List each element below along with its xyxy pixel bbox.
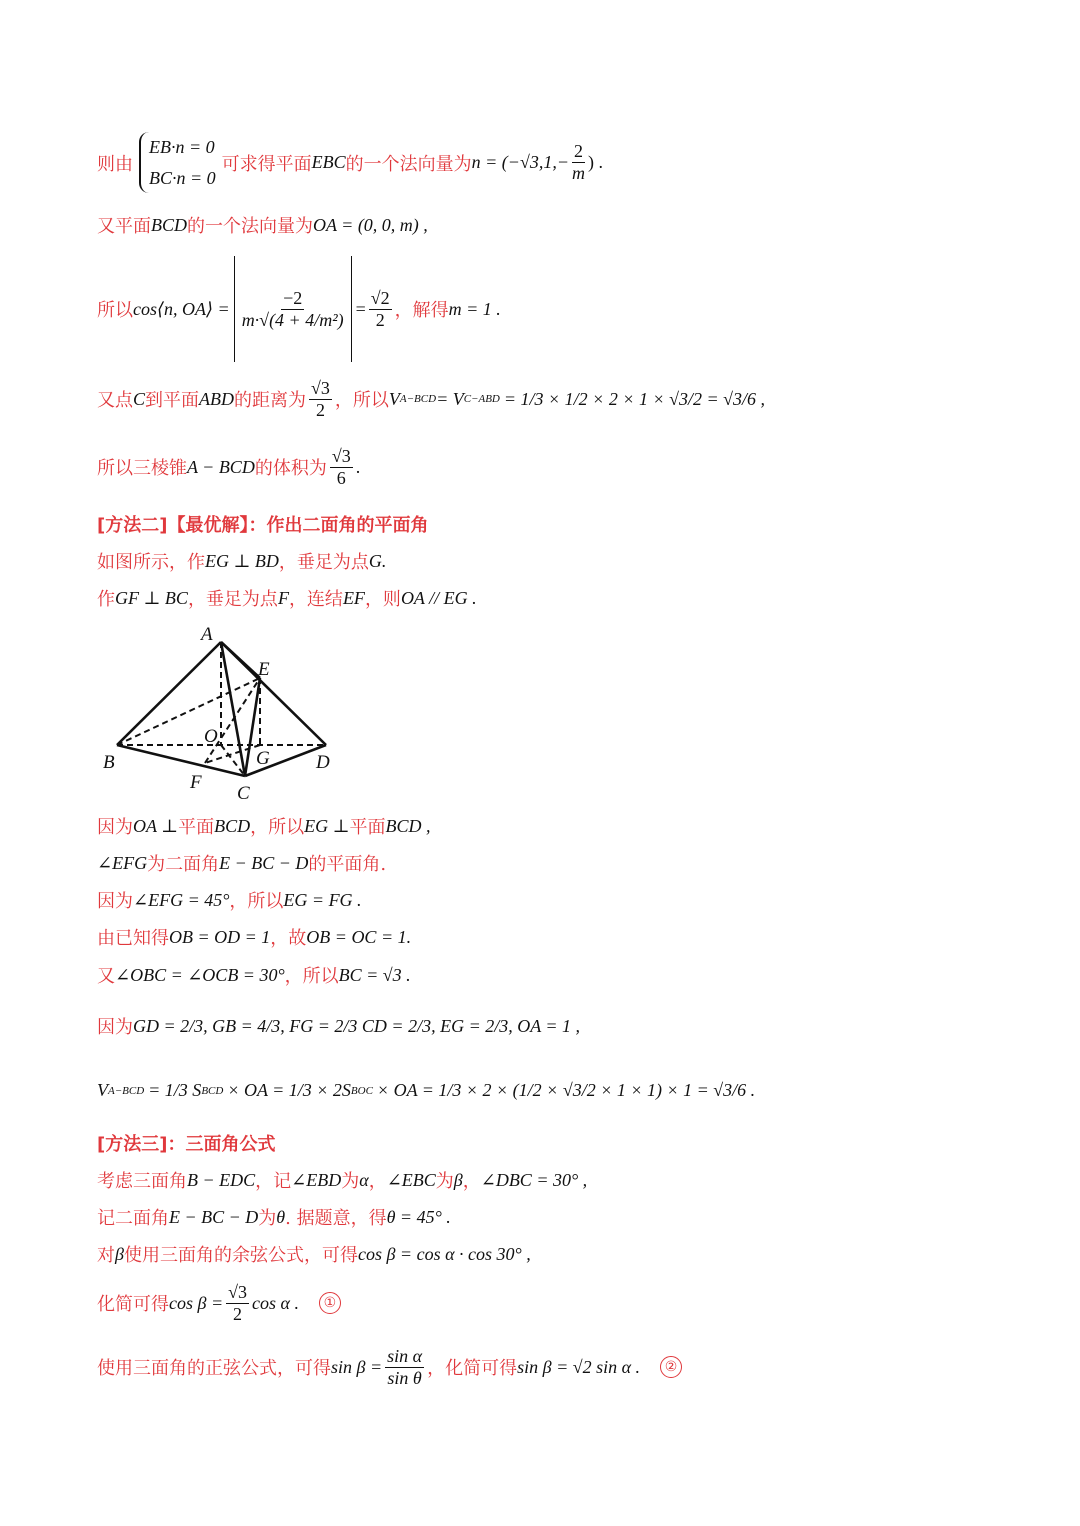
line-distance: [97, 378, 765, 420]
math: BCD ,: [385, 815, 431, 836]
math-sub: BCD: [201, 1084, 224, 1097]
line-oa-perp: [97, 813, 431, 839]
text: 为: [258, 1208, 277, 1229]
text: ，所以: [284, 966, 339, 987]
math-sub: C−ABD: [463, 393, 500, 406]
math: OA ⊥: [133, 815, 179, 836]
line-dihedral-theta: [97, 1204, 451, 1230]
frac-den: 2: [233, 1303, 243, 1324]
text: 为: [435, 1171, 454, 1192]
math: ∠EBD: [291, 1169, 342, 1190]
text: 使用三面角的正弦公式，可得: [97, 1358, 331, 1380]
text-zeyou: 则由: [97, 153, 133, 175]
math: G.: [368, 550, 387, 571]
line-lengths: [97, 1013, 580, 1039]
text: 所以: [97, 300, 133, 321]
math: OB = OD = 1: [169, 926, 271, 947]
text: ，化简可得: [427, 1358, 518, 1380]
text: 又平面: [97, 216, 151, 237]
frac-den: m: [571, 163, 585, 184]
label-e: E: [258, 659, 270, 680]
math-c: C: [133, 388, 146, 409]
math-eq: =: [355, 298, 366, 319]
math: E − BC − D: [219, 852, 309, 873]
frac-num: √3: [311, 378, 330, 398]
math: × OA = 1/3 × 2 × (1/2 × √3/2 × 1 × 1) × 1 = √3/6 .: [376, 1080, 756, 1100]
text: ，解得: [394, 300, 449, 321]
math-v: V: [388, 388, 400, 409]
heading-method-2: [方法二]【最优解】：作出二面角的平面角: [97, 515, 429, 536]
text: 的体积为: [254, 458, 327, 480]
label-c: C: [237, 783, 250, 804]
frac-num: √2: [370, 287, 390, 308]
math-sub: A−BCD: [399, 393, 437, 406]
math: cos α .: [252, 1292, 299, 1313]
line-gf-perp: [97, 585, 477, 611]
label-g: G: [256, 748, 270, 769]
math: β: [453, 1169, 463, 1190]
text: 因为: [97, 1017, 133, 1038]
math-volume: = 1/3 × 1/2 × 2 × 1 × √3/2 = √3/6 ,: [503, 388, 766, 409]
text: 又: [97, 966, 115, 987]
marker-2: ②: [660, 1356, 682, 1378]
math: GD = 2/3, GB = 4/3, FG = 2/3 CD = 2/3, EG = 2/3, OA = 1 ,: [133, 1015, 581, 1036]
math: E − BC − D: [169, 1206, 259, 1227]
math-ebc: EBC: [311, 152, 346, 173]
frac-num: 2: [573, 141, 583, 162]
text: 考虑三面角: [97, 1171, 187, 1192]
text: ，垂足为点: [187, 589, 278, 610]
math: ∠OBC = ∠OCB = 30°: [115, 964, 285, 985]
math-bcd: BCD: [151, 214, 187, 235]
line-cos: [97, 256, 501, 362]
frac-cos: [242, 288, 344, 330]
math: ∠EFG = 45°: [133, 889, 230, 910]
line-normal-vector-system: [97, 132, 603, 193]
text: ，故: [270, 928, 307, 949]
frac-sqrt2-2: [369, 288, 392, 330]
math: EG = FG .: [283, 889, 362, 910]
text: 为二面角: [147, 854, 220, 875]
eq-bc-n: BC·n = 0: [149, 167, 216, 188]
math: θ: [276, 1206, 286, 1227]
edge-bc: [117, 745, 245, 776]
frac-sin: [385, 1346, 424, 1388]
abs-value: [234, 256, 352, 362]
text: ，记: [255, 1171, 292, 1192]
math: = 1/3 S: [148, 1080, 202, 1100]
text: 的一个法向量为: [187, 216, 313, 237]
frac-sqrt3-6: [330, 446, 353, 488]
text: 因为: [97, 891, 133, 912]
math: × OA = 1/3 × 2S: [227, 1080, 351, 1100]
text: 到平面: [145, 390, 200, 412]
eq-eb-n: EB·n = 0: [149, 137, 215, 157]
text: 平面: [178, 817, 215, 838]
text: 的平面角.: [308, 854, 387, 875]
text: ，连结: [288, 589, 343, 610]
text: 又点: [97, 390, 133, 412]
text: ，则: [364, 589, 401, 610]
math: OB = OC = 1.: [306, 926, 412, 947]
line-ob-od: [97, 924, 411, 950]
math-oa: OA = (0, 0, m) ,: [313, 214, 428, 235]
label-f: F: [190, 772, 202, 793]
line-volume-method2: [97, 1080, 755, 1101]
text: 由已知得: [97, 928, 169, 949]
line-eg-perp: [97, 548, 386, 574]
math-m: m = 1 .: [448, 298, 501, 319]
math-cos: cos⟨n, OA⟩ =: [133, 298, 230, 319]
label-b: B: [103, 752, 115, 773]
label-a: A: [201, 624, 213, 645]
math-abd: ABD: [199, 388, 235, 409]
math: cos β =: [169, 1292, 224, 1313]
text: 记二面角: [97, 1208, 169, 1229]
text: ，: [462, 1171, 481, 1192]
text: ，所以: [334, 390, 389, 412]
text: 为: [341, 1171, 360, 1192]
equation-system: [139, 132, 216, 193]
math-close: ) .: [587, 152, 603, 173]
text: ，: [368, 1171, 387, 1192]
text: ，垂足为点: [278, 552, 369, 573]
frac-den: sin θ: [387, 1367, 422, 1388]
frac-sqrt3-2: [226, 1282, 249, 1324]
line-obc-angle: [97, 962, 411, 988]
math: ∠DBC = 30° ,: [480, 1169, 588, 1190]
line-45deg: [97, 887, 362, 913]
text: 作: [97, 589, 115, 610]
math-sub: A−BCD: [108, 1084, 145, 1097]
math-period: .: [355, 456, 361, 477]
text: 化简可得: [97, 1294, 169, 1316]
text: 的距离为: [234, 390, 307, 412]
math: OA // EG .: [400, 587, 477, 608]
math: BCD: [214, 815, 251, 836]
line-volume-result: [97, 446, 360, 488]
heading-method-3: [方法三]：三面角公式: [97, 1134, 276, 1155]
math: EG ⊥: [304, 815, 350, 836]
math: β: [115, 1243, 124, 1264]
text: 对: [97, 1245, 115, 1266]
text: 平面: [349, 817, 386, 838]
math: EF: [342, 587, 365, 608]
math-abcd: A − BCD: [187, 456, 255, 477]
text: 使用三面角的余弦公式，可得: [123, 1245, 358, 1266]
line-efg-angle: [97, 850, 386, 876]
line-cos-simplified: [97, 1282, 341, 1324]
frac-num: −2: [283, 287, 303, 308]
math: θ = 45° .: [386, 1206, 451, 1227]
line-bcd-normal: [97, 212, 428, 238]
math: B − EDC: [187, 1169, 256, 1190]
text-plane: 可求得平面: [221, 153, 312, 175]
segment-ef: [205, 678, 260, 763]
math: ∠EBC: [386, 1169, 436, 1190]
math-n-vector: n = (−√3,1,−: [471, 152, 569, 173]
math: BC = √3 .: [338, 964, 411, 985]
segment-gf: [205, 745, 260, 763]
frac-den: 6: [336, 467, 346, 488]
marker-1: ①: [319, 1292, 341, 1314]
math: F: [277, 587, 289, 608]
text: 因为: [97, 817, 133, 838]
text: 所以三棱锥: [97, 458, 187, 480]
text: ，所以: [250, 817, 305, 838]
frac-num: √3: [228, 1282, 247, 1302]
math: cos β = cos α · cos 30° ,: [357, 1243, 531, 1264]
text: 如图所示，作: [97, 552, 205, 573]
frac-num: √3: [331, 446, 351, 466]
math: GF ⊥ BC: [115, 587, 188, 608]
text: ，所以: [229, 891, 284, 912]
math: ∠EFG: [97, 852, 148, 873]
math: sin β =: [331, 1356, 383, 1377]
frac-den: m·√(4 + 4/m²): [241, 309, 344, 330]
line-cosine-formula: [97, 1241, 531, 1267]
math-v: V: [97, 1080, 108, 1100]
frac-den: 2: [315, 399, 325, 420]
frac-num: sin α: [387, 1346, 423, 1366]
frac-sqrt3-2: [309, 378, 332, 420]
math: α: [359, 1169, 369, 1190]
math: sin β = √2 sin α .: [517, 1356, 641, 1377]
tetrahedron-diagram: [97, 618, 347, 808]
math-v: = V: [436, 388, 464, 409]
math: EG ⊥ BD: [205, 550, 279, 571]
line-sine-formula: [97, 1346, 682, 1388]
label-o: O: [204, 726, 218, 747]
math-sub: BOC: [350, 1084, 373, 1097]
text: . 据题意，得: [285, 1208, 387, 1229]
line-trihedral: [97, 1167, 587, 1193]
frac-den: 2: [375, 309, 385, 330]
text-normal-vector: 的一个法向量为: [345, 153, 472, 175]
frac-2-m: [572, 141, 585, 183]
label-d: D: [316, 752, 330, 773]
